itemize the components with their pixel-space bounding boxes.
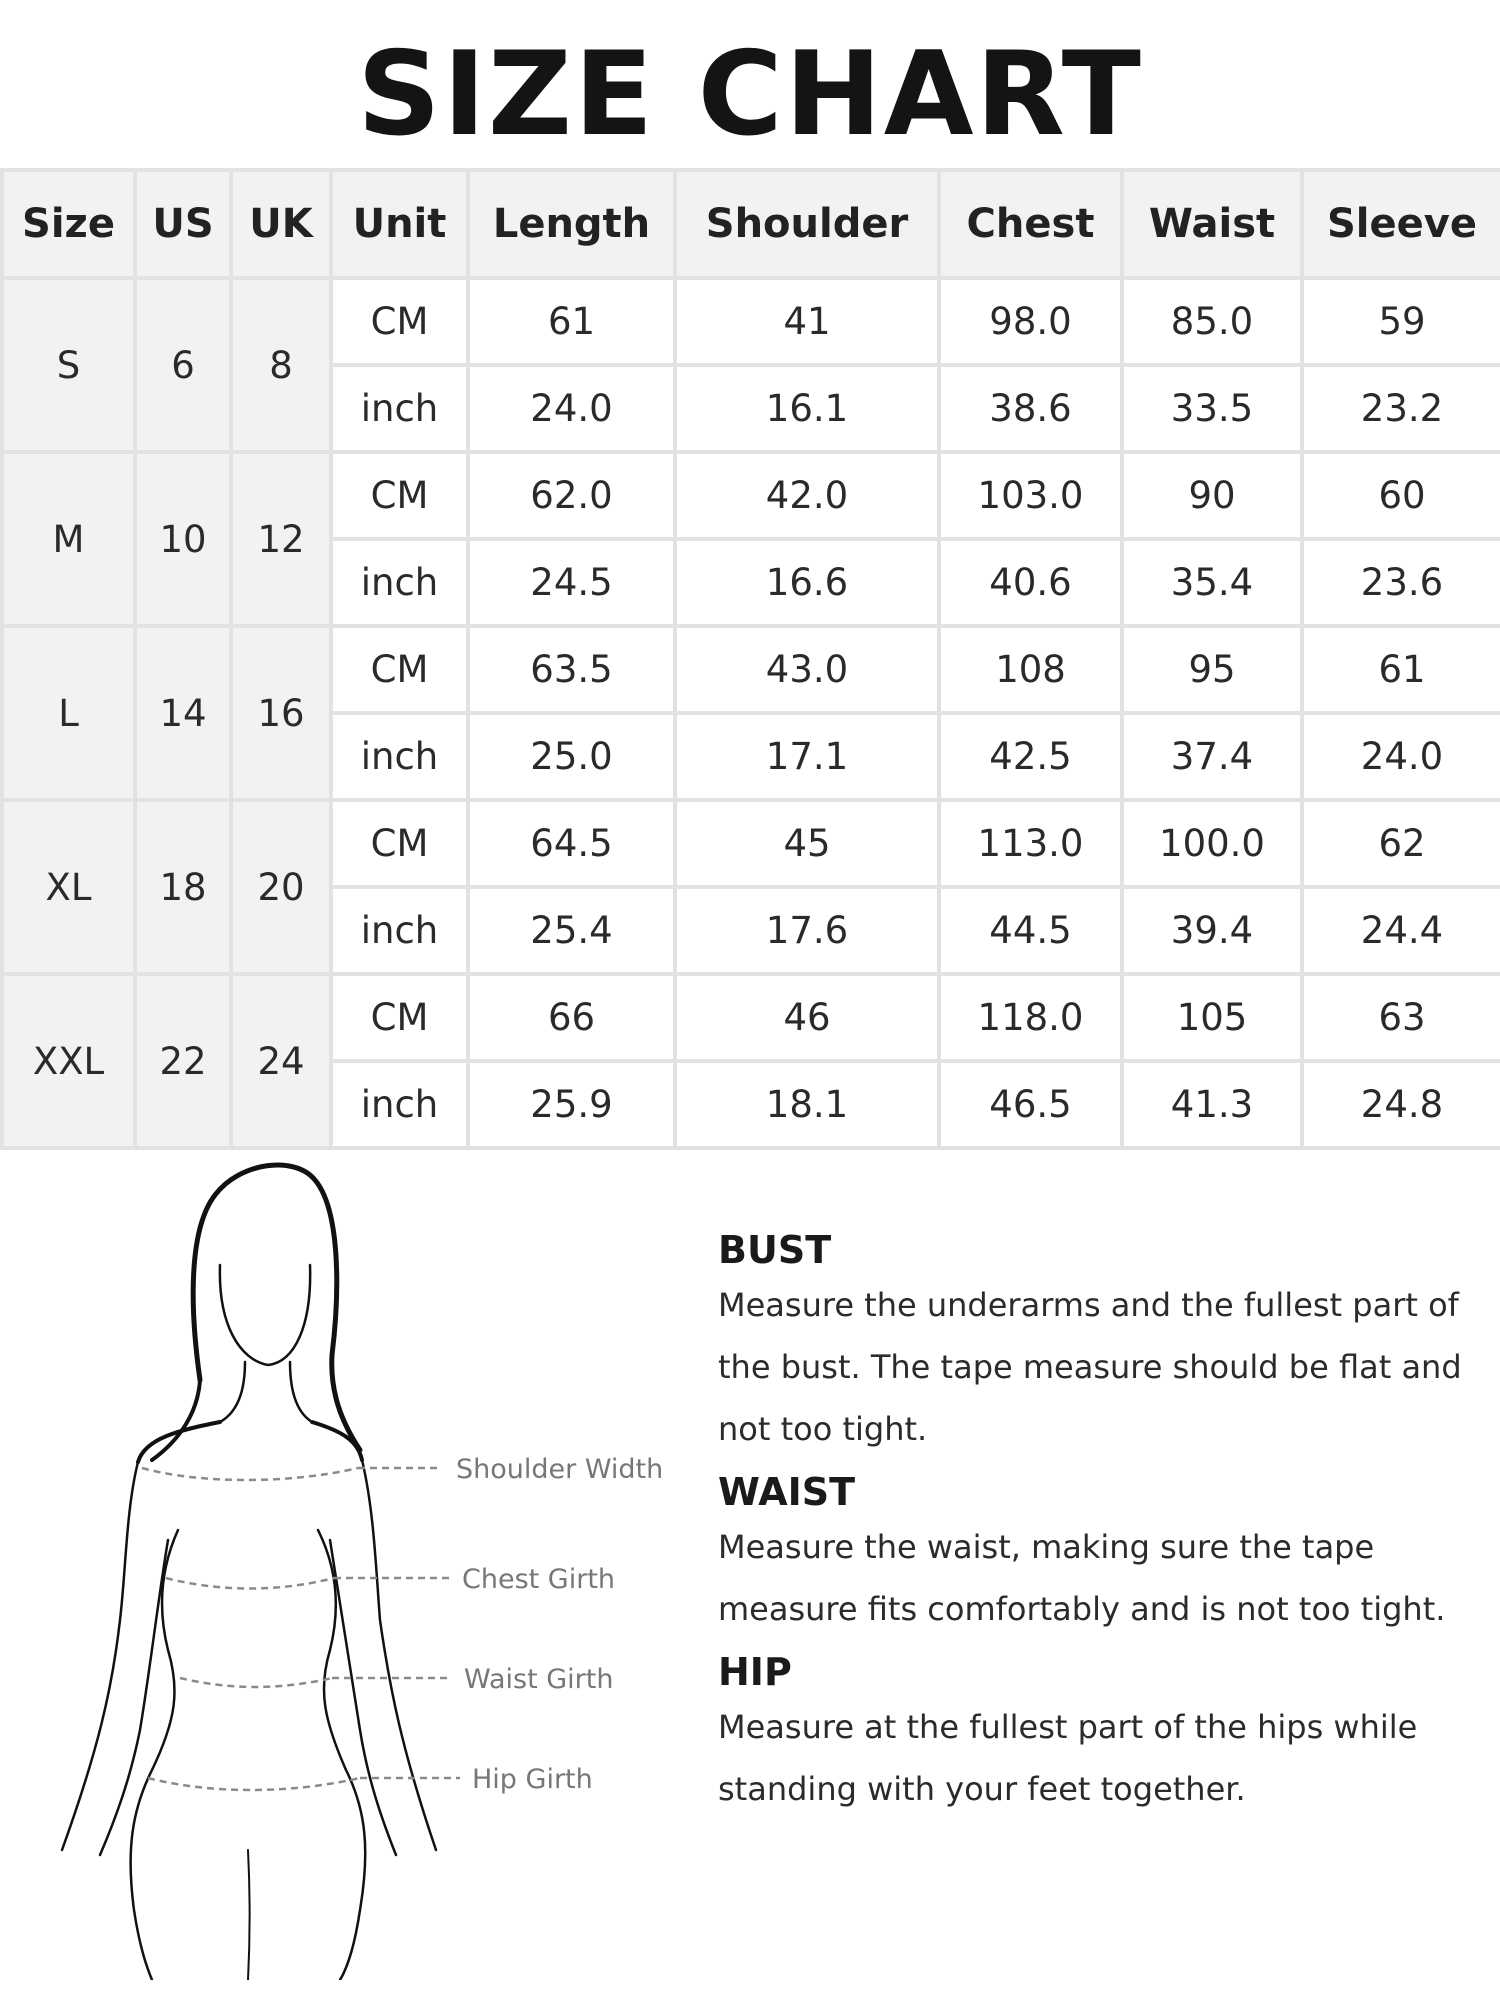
- uk-cell: 8: [231, 278, 331, 452]
- shoulder-cell: 17.1: [675, 713, 939, 800]
- us-cell: 10: [135, 452, 231, 626]
- waist-cell: 100.0: [1122, 800, 1302, 887]
- unit-cell: CM: [331, 800, 468, 887]
- table-row: [2, 974, 1500, 1061]
- shoulder-cell: 41: [675, 278, 939, 365]
- length-cell: 61: [468, 278, 675, 365]
- unit-cell: inch: [331, 713, 468, 800]
- sleeve-cell: 24.8: [1302, 1061, 1500, 1148]
- chest-girth-label: Chest Girth: [462, 1564, 616, 1595]
- chest-cell: 44.5: [939, 887, 1122, 974]
- table-row: [2, 800, 1500, 887]
- us-cell: 6: [135, 278, 231, 452]
- chest-cell: 103.0: [939, 452, 1122, 539]
- waist-cell: 105: [1122, 974, 1302, 1061]
- sleeve-cell: 23.2: [1302, 365, 1500, 452]
- length-cell: 25.4: [468, 887, 675, 974]
- unit-cell: inch: [331, 1061, 468, 1148]
- size-cell: XXL: [2, 974, 135, 1148]
- waist-cell: 41.3: [1122, 1061, 1302, 1148]
- sleeve-cell: 24.0: [1302, 713, 1500, 800]
- uk-cell: 20: [231, 800, 331, 974]
- unit-cell: CM: [331, 452, 468, 539]
- unit-cell: inch: [331, 539, 468, 626]
- us-cell: 22: [135, 974, 231, 1148]
- table-row: [2, 452, 1500, 539]
- header-uk: UK: [231, 170, 331, 278]
- chest-cell: 46.5: [939, 1061, 1122, 1148]
- waist-girth-label: Waist Girth: [464, 1664, 614, 1695]
- unit-cell: CM: [331, 278, 468, 365]
- shoulder-cell: 42.0: [675, 452, 939, 539]
- sleeve-cell: 61: [1302, 626, 1500, 713]
- sleeve-cell: 24.4: [1302, 887, 1500, 974]
- sleeve-cell: 59: [1302, 278, 1500, 365]
- us-cell: 18: [135, 800, 231, 974]
- female-silhouette-icon: [40, 1150, 680, 1980]
- unit-cell: inch: [331, 887, 468, 974]
- shoulder-cell: 17.6: [675, 887, 939, 974]
- length-cell: 66: [468, 974, 675, 1061]
- header-shoulder: Shoulder: [675, 170, 939, 278]
- header-chest: Chest: [939, 170, 1122, 278]
- length-cell: 63.5: [468, 626, 675, 713]
- waist-cell: 33.5: [1122, 365, 1302, 452]
- waist-cell: 35.4: [1122, 539, 1302, 626]
- waist-cell: 85.0: [1122, 278, 1302, 365]
- shoulder-cell: 43.0: [675, 626, 939, 713]
- shoulder-cell: 16.1: [675, 365, 939, 452]
- header-waist: Waist: [1122, 170, 1302, 278]
- unit-cell: CM: [331, 626, 468, 713]
- chest-cell: 118.0: [939, 974, 1122, 1061]
- table-header-row: [2, 170, 1500, 278]
- sleeve-cell: 23.6: [1302, 539, 1500, 626]
- chest-cell: 108: [939, 626, 1122, 713]
- chest-cell: 98.0: [939, 278, 1122, 365]
- uk-cell: 12: [231, 452, 331, 626]
- size-cell: S: [2, 278, 135, 452]
- size-cell: L: [2, 626, 135, 800]
- waist-cell: 95: [1122, 626, 1302, 713]
- bust-heading: BUST: [718, 1228, 832, 1272]
- bust-description: Measure the underarms and the fullest part of the bust. The tape measure should be flat and not too tight.: [718, 1286, 1462, 1448]
- size-table: [0, 168, 1500, 1150]
- waist-description: Measure the waist, making sure the tape measure fits comfortably and is not too tight.: [718, 1528, 1446, 1628]
- body-measurement-figure: [40, 1150, 680, 1980]
- header-us: US: [135, 170, 231, 278]
- length-cell: 24.0: [468, 365, 675, 452]
- uk-cell: 24: [231, 974, 331, 1148]
- header-sleeve: Sleeve: [1302, 170, 1500, 278]
- unit-cell: inch: [331, 365, 468, 452]
- page-title: SIZE CHART: [357, 27, 1143, 162]
- chest-cell: 113.0: [939, 800, 1122, 887]
- length-cell: 25.9: [468, 1061, 675, 1148]
- measurement-guide: [718, 1226, 1478, 1828]
- length-cell: 62.0: [468, 452, 675, 539]
- shoulder-cell: 45: [675, 800, 939, 887]
- uk-cell: 16: [231, 626, 331, 800]
- waist-cell: 90: [1122, 452, 1302, 539]
- size-cell: XL: [2, 800, 135, 974]
- length-cell: 24.5: [468, 539, 675, 626]
- waist-heading: WAIST: [718, 1470, 856, 1514]
- shoulder-cell: 18.1: [675, 1061, 939, 1148]
- waist-cell: 37.4: [1122, 713, 1302, 800]
- sleeve-cell: 62: [1302, 800, 1500, 887]
- header-length: Length: [468, 170, 675, 278]
- shoulder-width-label: Shoulder Width: [456, 1454, 664, 1485]
- length-cell: 25.0: [468, 713, 675, 800]
- header-unit: Unit: [331, 170, 468, 278]
- chest-cell: 40.6: [939, 539, 1122, 626]
- sleeve-cell: 60: [1302, 452, 1500, 539]
- hip-description: Measure at the fullest part of the hips while standing with your feet together.: [718, 1708, 1418, 1808]
- us-cell: 14: [135, 626, 231, 800]
- chest-cell: 38.6: [939, 365, 1122, 452]
- size-cell: M: [2, 452, 135, 626]
- unit-cell: CM: [331, 974, 468, 1061]
- shoulder-cell: 46: [675, 974, 939, 1061]
- shoulder-cell: 16.6: [675, 539, 939, 626]
- header-size: Size: [2, 170, 135, 278]
- table-row: [2, 278, 1500, 365]
- table-row: [2, 626, 1500, 713]
- waist-cell: 39.4: [1122, 887, 1302, 974]
- chest-cell: 42.5: [939, 713, 1122, 800]
- hip-heading: HIP: [718, 1650, 792, 1694]
- length-cell: 64.5: [468, 800, 675, 887]
- sleeve-cell: 63: [1302, 974, 1500, 1061]
- hip-girth-label: Hip Girth: [472, 1764, 593, 1795]
